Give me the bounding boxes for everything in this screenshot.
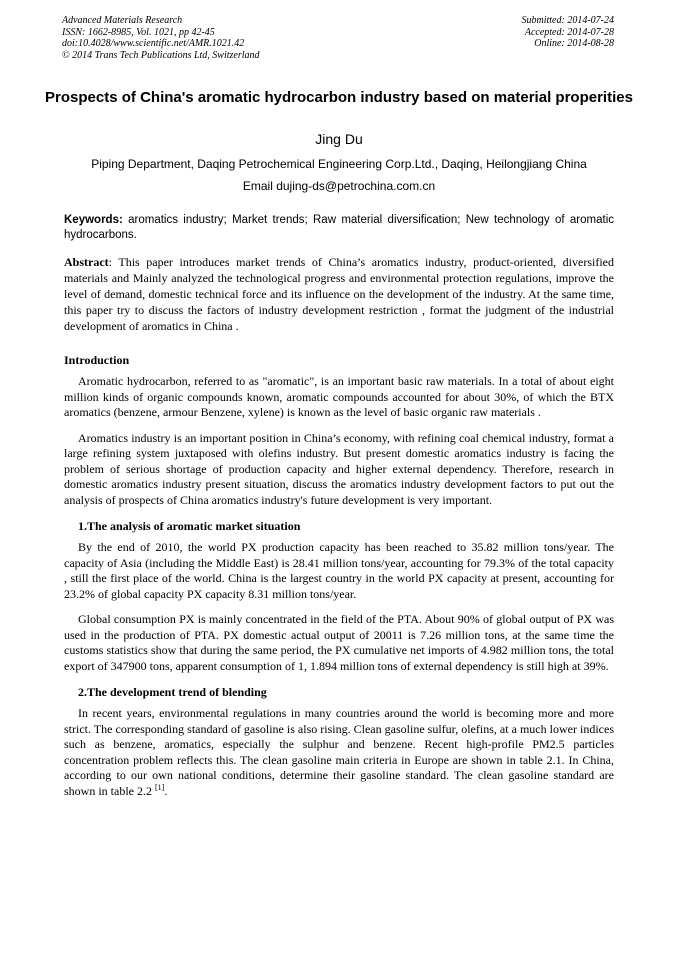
- section-2-paragraph-text: In recent years, environmental regulations in many countries around the world is becoming more and more strict. The corresponding standard of gasoline is also rising. Clean gasoline sulfur, olefins, at a much lower indices such as benzene, aromatics, especially the sulphur and benzene. Recent high-profile PM2.5 particles concentration problem reflects this. The clean gasoline main criteria in Europe are shown in table 2.1. In China, according to our own national conditions, determine their gasoline standard. The clean gasoline standard are shown in table 2.2: [64, 706, 614, 798]
- abstract-text: : This paper introduces market trends of China’s aromatics industry, product-oriented, diversified materials and Mainly analyzed the technological progress and environmental protection regulations, improve the level of demand, domestic technical force and its influence on the development of the industry. At the same time, this paper try to discuss the factors of industry development restriction , format the judgment of the industrial development of aromatics in China .: [64, 255, 614, 333]
- section-2-paragraph-end: .: [164, 783, 168, 798]
- author-name: Jing Du: [315, 131, 363, 147]
- issn-volume: ISSN: 1662-8985, Vol. 1021, pp 42-45: [62, 26, 215, 38]
- keywords-label: Keywords:: [64, 214, 123, 226]
- keywords: [64, 213, 614, 243]
- paper-body: [64, 352, 614, 809]
- section-1-paragraph-2: Global consumption PX is mainly concentrated in the field of the PTA. About 90% of global output of PX was used in the production of PTA. PX domestic actual output of 20011 is 7.26 million tons, at the same time the customs statistics show that during the same period, the PX cumulative net imports of 4.982 million tons, the total export of 347900 tons, apparent consumption of 1, 1.894 million tons of external dependency is still high at 39%.: [64, 612, 614, 673]
- abstract: [64, 254, 614, 334]
- journal-name: Advanced Materials Research: [62, 15, 183, 26]
- section-1-paragraph-1: By the end of 2010, the world PX production capacity has been reached to 35.82 million tons/year. The capacity of Asia (including the Middle East) is 28.41 million tons/year, accounting for 79.3% of the total capacity , still the first place of the world. China is the largest country in the world PX capacity at present, accounting for 23.2% of global capacity PX capacity 8.31 million tons/year.: [64, 540, 614, 601]
- section-2-heading: 2.The development trend of blending: [78, 685, 267, 699]
- citation-ref-1[interactable]: [1]: [155, 782, 165, 792]
- accepted-date: Accepted: 2014-07-28: [524, 26, 614, 38]
- doi: doi:10.4028/www.scientific.net/AMR.1021.42: [62, 38, 245, 49]
- copyright: © 2014 Trans Tech Publications Ltd, Switzerland: [62, 49, 260, 61]
- introduction-paragraph-1: Aromatic hydrocarbon, referred to as "aromatic", is an important basic raw materials. In a total of about eight million kinds of organic compounds known, aromatic compounds accounted for about 30%, of which the BTX aromatics (benzene, armour Benzene, xylene) is known as the level of basic organic raw materials .: [64, 374, 614, 419]
- abstract-label: Abstract: [64, 255, 109, 269]
- paper-title: Prospects of China's aromatic hydrocarbon industry based on material properities: [45, 89, 633, 106]
- keywords-text: aromatics industry; Market trends; Raw material diversification; New technology of aromatic hydrocarbons.: [64, 214, 614, 241]
- introduction-heading: Introduction: [64, 353, 130, 367]
- section-2-paragraph-1: [64, 706, 614, 799]
- author-email: Email dujing-ds@petrochina.com.cn: [242, 179, 436, 193]
- journal-header-left: [62, 15, 260, 61]
- journal-header-right: [522, 15, 615, 50]
- submitted-date: Submitted: 2014-07-24: [521, 15, 614, 26]
- author-affiliation: Piping Department, Daqing Petrochemical Engineering Corp.Ltd., Daqing, Heilongjiang China: [91, 157, 587, 171]
- introduction-paragraph-2: Aromatics industry is an important position in China’s economy, with refining coal chemical industry, format a large refining system juxtaposed with olefins industry. But present domestic aromatics industry is facing the problem of serious shortage of production capacity and higher external dependency. Therefore, research in domestic aromatics industry present situation, discuss the aromatics industry development factors to put out the analysis of prospects of China aromatics industry's future development is very important.: [64, 430, 614, 507]
- section-1-heading: 1.The analysis of aromatic market situation: [78, 519, 301, 533]
- online-date: Online: 2014-08-28: [534, 38, 614, 49]
